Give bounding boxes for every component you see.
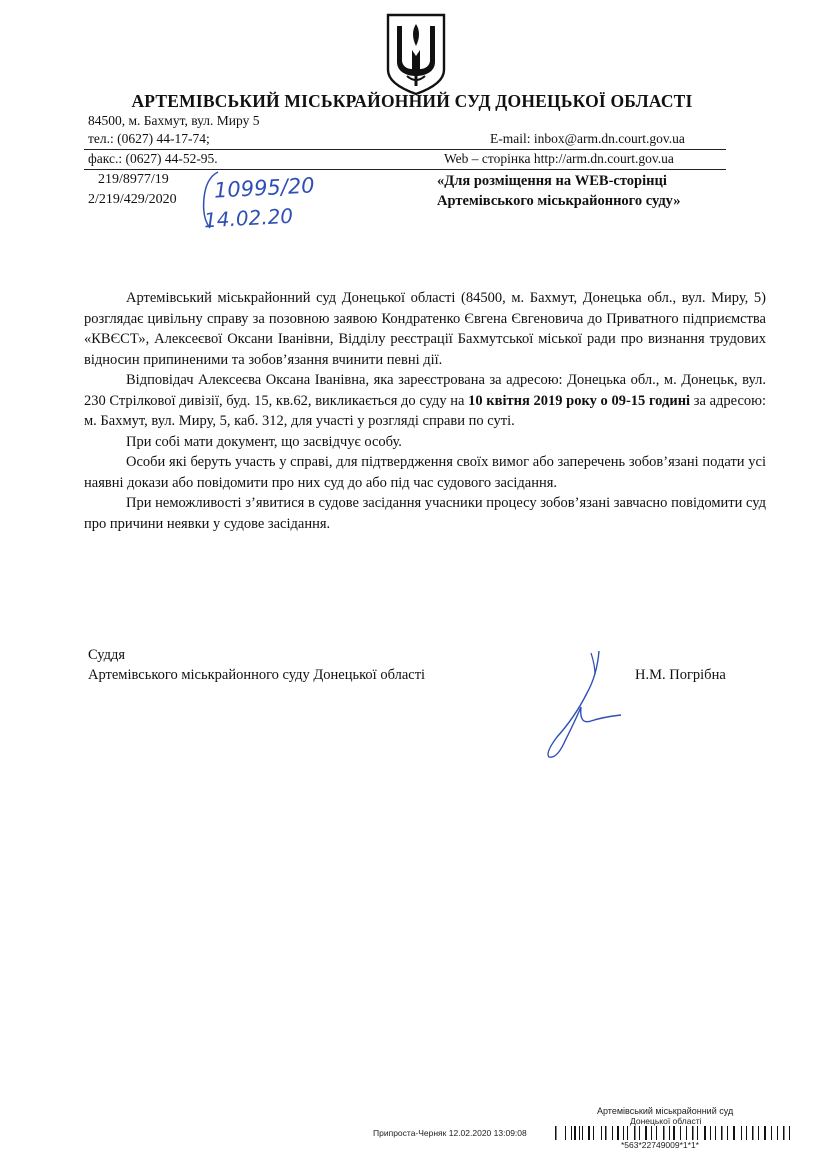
document-number: 2/219/429/2020	[88, 192, 177, 207]
court-fax: факс.: (0627) 44-52-95.	[88, 151, 218, 166]
header-divider-top	[84, 149, 726, 150]
barcode	[555, 1126, 793, 1140]
notice-line-1: «Для розміщення на WEB-сторінці	[437, 173, 667, 189]
judge-court: Артемівського міськрайонного суду Донецької області	[88, 667, 426, 683]
case-number: 219/8977/19	[98, 172, 169, 187]
handwritten-date: 14.02.20	[203, 203, 294, 233]
notice-line-2: Артемівського міськрайонного суду»	[437, 193, 681, 209]
court-phone: тел.: (0627) 44-17-74;	[88, 131, 210, 146]
barcode-number: *563*22749009*1*1*	[621, 1140, 699, 1150]
court-address: 84500, м. Бахмут, вул. Миру 5	[88, 113, 260, 128]
court-name-heading: АРТЕМІВСЬКИЙ МІСЬКРАЙОННИЙ СУД ДОНЕЦЬКОЇ ОБЛАСТІ	[131, 91, 693, 111]
court-email: E-mail: inbox@arm.dn.court.gov.ua	[490, 131, 685, 146]
handwritten-registration-number: 10995/20	[213, 173, 316, 203]
stamp-line-2: Донецької області	[630, 1116, 702, 1126]
court-website: Web – сторінка http://arm.dn.court.gov.ua	[444, 151, 674, 166]
handwritten-signature	[535, 645, 635, 765]
trident-emblem-icon	[385, 12, 447, 96]
body-paragraph-1: Артемівський міськрайонний суд Донецької області (84500, м. Бахмут, Донецька обл., вул. Миру, 5) розглядає цивільну справу за позовною заявою Кондратенко Євгена Євгеновича до Приватного підприємства «КВЄСТ», Алексеєвої Оксани Іванівни, Відділу реєстрації Бахмутської міської ради про визнання трудових відносин припиненими та зобов’язання вчинити певні дії.	[84, 290, 766, 368]
judge-name: Н.М. Погрібна	[635, 667, 726, 683]
summons-text-start: Відповідач Алексеєва Оксана Іванівна, яка зареєстрована за адресою: Донецька обл., м. Донецьк, вул. 230 Стрілкової дивізії, буд. 15, кв.62, викликається до суду на	[84, 372, 766, 409]
document-body	[84, 288, 766, 534]
stamp-line-1: Артемівський міськрайонний суд	[597, 1106, 734, 1116]
header-divider-bottom	[84, 169, 726, 170]
body-paragraph-3: При собі мати документ, що засвідчує особу.	[126, 433, 402, 450]
summons-text-end: за адресою: м. Бахмут, вул. Миру, 5, каб. 312, для участі у розгляді справи по суті.	[84, 392, 766, 429]
web-placement-notice	[437, 171, 681, 211]
registration-stamp: Припроста-Черняк 12.02.2020 13:09:08	[373, 1128, 527, 1138]
body-paragraph-2	[84, 370, 766, 432]
judge-title: Суддя	[88, 647, 126, 663]
hearing-datetime: 10 квітня 2019 року о 09-15 годині	[468, 392, 691, 409]
body-paragraph-5: При неможливості з’явитися в судове засідання учасники процесу зобов’язані завчасно повідомити суд про причини неявки у судове засідання.	[84, 495, 766, 532]
body-paragraph-4: Особи які беруть участь у справі, для підтвердження своїх вимог або заперечень зобов’язані подати усі наявні докази або повідомити про них суд до або під час судового засідання.	[84, 454, 766, 491]
